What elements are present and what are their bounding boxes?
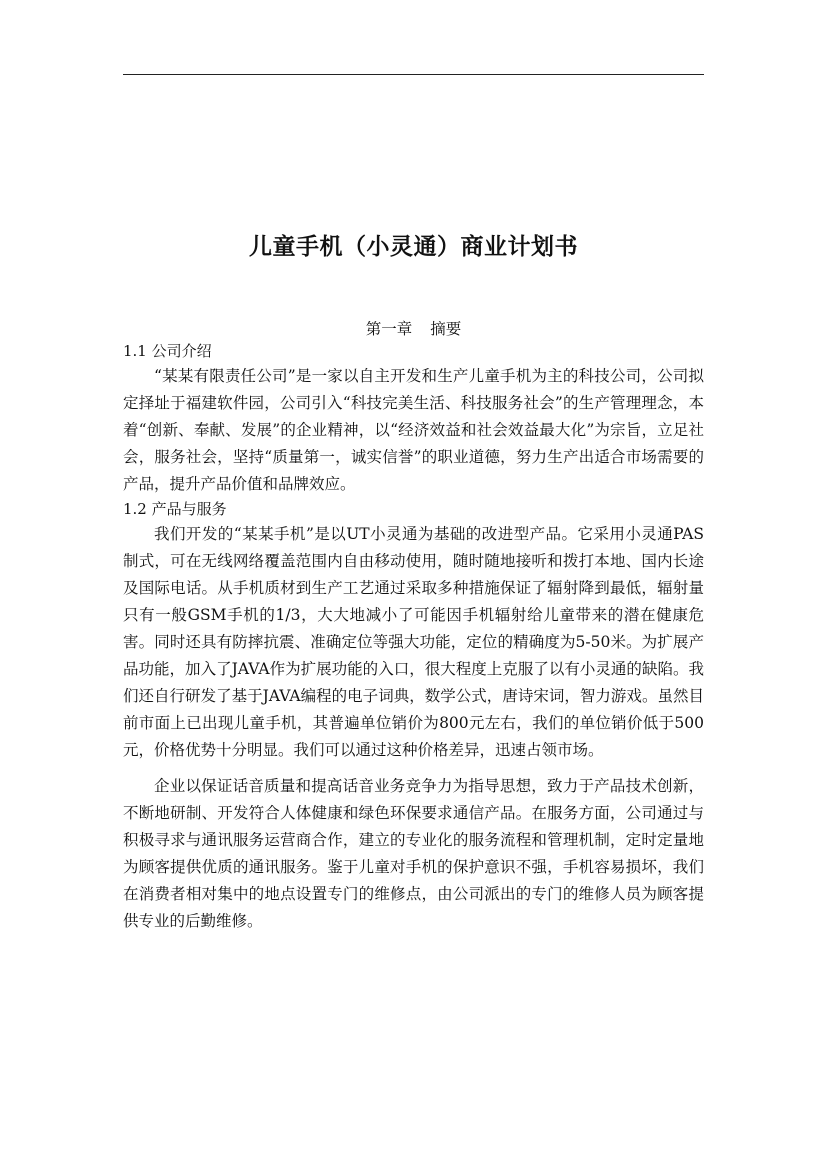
section-products-services <box>123 498 704 935</box>
section-heading: 1.2 产品与服务 <box>123 500 227 518</box>
paragraph: “某某有限责任公司”是一家以自主开发和生产儿童手机为主的科技公司，公司拟定择址于福建软件园，公司引入“科技完美生活、科技服务社会”的生产管理理念，本着“创新、奉献、发展”的企业精神，以“经济效益和社会效益最大化”为宗旨，立足社会，服务社会，坚持“质量第一，诚实信誉”的职业道德，努力生产出适合市场需要的产品，提升产品价值和品牌效应。 <box>123 367 704 493</box>
section-heading: 1.1 公司介绍 <box>123 342 212 360</box>
section-company-intro <box>123 340 704 498</box>
chapter-number: 第一章 <box>365 320 413 338</box>
paragraph: 企业以保证话音质量和提高话音业务竞争力为指导思想，致力于产品技术创新，不断地研制、开发符合人体健康和绿色环保要求通信产品。在服务方面，公司通过与积极寻求与通讯服务运营商合作，建立的专业化的服务流程和管理机制，定时定量地为顾客提供优质的通讯服务。鉴于儿童对手机的保护意识不强，手机容易损坏，我们在消费者相对集中的地点设置专门的维修点，由公司派出的专门的维修人员为顾客提供专业的后勤维修。 <box>123 777 704 930</box>
chapter-title <box>0 317 827 339</box>
header-rule <box>123 74 704 75</box>
document-body <box>123 340 704 935</box>
paragraph: 我们开发的“某某手机”是以UT小灵通为基础的改进型产品。它采用小灵通PAS制式，可在无线网络覆盖范围内自由移动使用，随时随地接听和拨打本地、国内长途及国际电话。从手机质材到生产工艺通过采取多种措施保证了辐射降到最低，辐射量只有一般GSM手机的1/3，大大地减小了可能因手机辐射给儿童带来的潜在健康危害。同时还具有防摔抗震、准确定位等强大功能，定位的精确度为5-50米。为扩展产品功能，加入了JAVA作为扩展功能的入口，很大程度上克服了以有小灵通的缺陷。我们还自行研发了基于JAVA编程的电子词典，数学公式，唐诗宋词，智力游戏。虽然目前市面上已出现儿童手机，其普遍单位销价为800元左右，我们的单位销价低于500元，价格优势十分明显。我们可以通过这种价格差异，迅速占领市场。 <box>123 525 704 759</box>
document-title: 儿童手机（小灵通）商业计划书 <box>249 233 578 261</box>
chapter-name: 摘要 <box>430 320 462 338</box>
